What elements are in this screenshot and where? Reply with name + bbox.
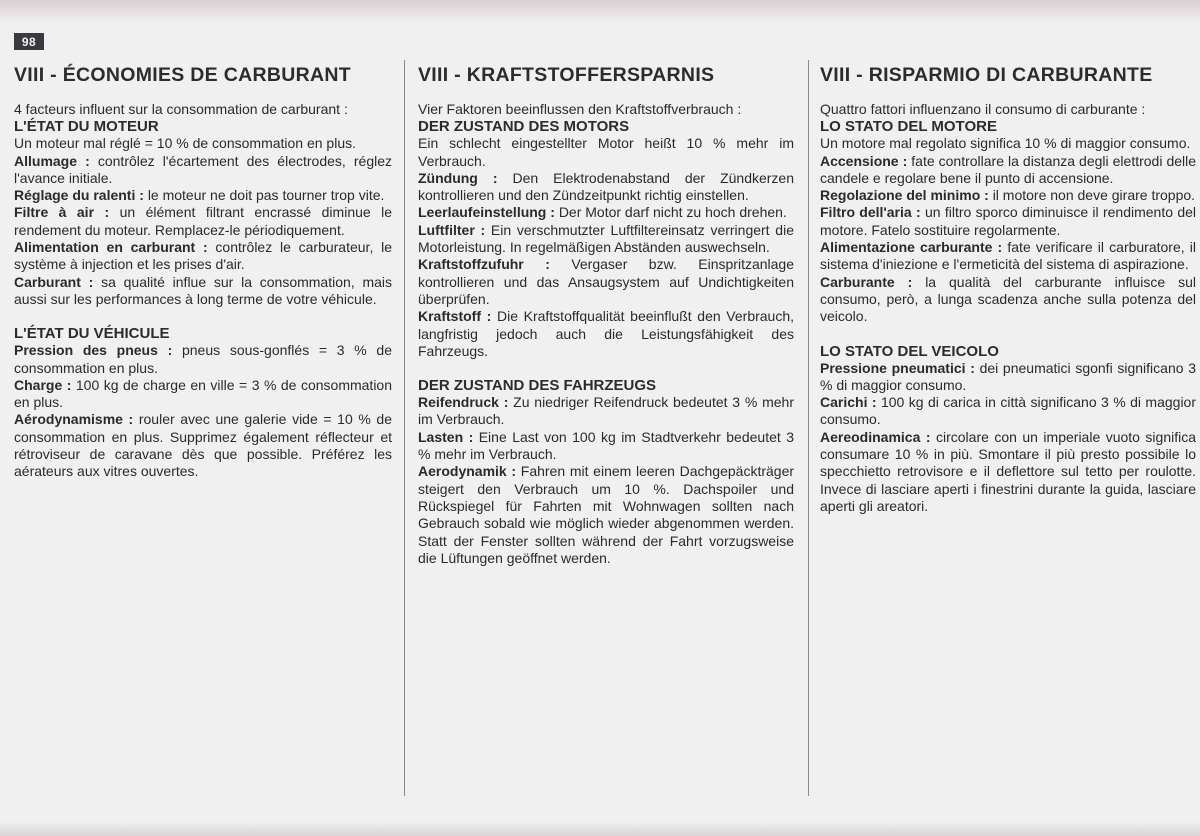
- column-italian: [820, 64, 1196, 515]
- subsection-heading: L'ÉTAT DU VÉHICULE: [14, 325, 170, 343]
- item-term: Zündung :: [418, 169, 498, 186]
- item-term: Pression des pneus :: [14, 342, 173, 359]
- item-paragraph: [820, 360, 1196, 395]
- item-term: Aerodynamik :: [418, 463, 517, 480]
- item-text: Der Motor darf nicht zu hoch drehen.: [558, 204, 787, 221]
- item-text: Zu niedriger Reifendruck bedeutet 3 % mehr im Verbrauch.: [418, 394, 795, 428]
- lead-text: Un moteur mal réglé = 10 % de consommation en plus.: [14, 135, 357, 152]
- column-divider: [808, 60, 809, 796]
- subsection-heading: DER ZUSTAND DES FAHRZEUGS: [418, 377, 657, 395]
- item-text: dei pneumatici sgonfi significano 3 % di maggior consumo.: [820, 359, 1196, 393]
- item-paragraph: [418, 222, 794, 257]
- subsection-heading: LO STATO DEL VEICOLO: [820, 342, 999, 360]
- item-text: contrôlez l'écartement des électrodes, réglez l'avance initiale.: [14, 152, 392, 186]
- subsection-heading: L'ÉTAT DU MOTEUR: [14, 118, 159, 136]
- page-number: 98: [14, 33, 44, 50]
- item-text: rouler avec une galerie vide = 10 % de consommation en plus. Supprimez également réflecteur et rétroviseur de caravane dès que possible. Préférez les aérateurs aux vitres ouvertes.: [14, 411, 393, 480]
- item-paragraph: [418, 308, 794, 360]
- item-paragraph: [14, 342, 392, 377]
- page-top-edge: [0, 0, 1200, 22]
- item-text: fate verificare il carburatore, il sistema d'iniezione e l'ermeticità del sistema di aspirazione.: [820, 239, 1197, 273]
- item-paragraph: [418, 394, 794, 429]
- item-text: 100 kg de charge en ville = 3 % de consommation en plus.: [14, 376, 392, 411]
- spacer: [820, 326, 1196, 343]
- item-term: Reifendruck :: [418, 394, 509, 411]
- item-paragraph: [820, 394, 1196, 429]
- item-term: Luftfilter :: [418, 221, 486, 238]
- spacer: [14, 308, 392, 325]
- column-german: [418, 64, 794, 567]
- item-term: Aérodynamisme :: [14, 411, 134, 428]
- item-paragraph: [14, 204, 392, 239]
- item-text: la qualità del carburante influisce sul consumo, però, a lunga scadenza anche sulla potenza del veicolo.: [820, 273, 1196, 325]
- item-term: Allumage :: [14, 152, 90, 169]
- item-text: Ein verschmutzter Luftfiltereinsatz verringert die Motorleistung. In regelmäßigen Abständen auswechseln.: [418, 221, 794, 256]
- item-text: Vergaser bzw. Einspritzanlage kontrollieren und das Ansaugsystem auf Undichtigkeiten überprüfen.: [418, 256, 794, 307]
- item-text: le moteur ne doit pas tourner trop vite.: [147, 187, 385, 204]
- intro-text: 4 facteurs influent sur la consommation de carburant :: [14, 101, 348, 117]
- spacer: [418, 360, 794, 377]
- item-term: Leerlaufeinstellung :: [418, 204, 555, 221]
- intro-text: Vier Faktoren beeinflussen den Kraftstoffverbrauch :: [418, 101, 742, 117]
- item-paragraph: [820, 187, 1196, 204]
- column-french: [14, 64, 392, 481]
- lead-text: Ein schlecht eingestellter Motor heißt 10 % mehr im Verbrauch.: [418, 135, 794, 169]
- section-title: VIII - ÉCONOMIES DE CARBURANT: [14, 64, 351, 86]
- item-paragraph: [418, 204, 794, 221]
- item-paragraph: [820, 153, 1196, 188]
- item-term: Charge :: [14, 376, 72, 393]
- item-term: Accensione :: [820, 152, 908, 169]
- item-paragraph: [418, 463, 794, 567]
- item-text: circolare con un imperiale vuoto significa consumare 10 % in più. Smontare il più presto possibile lo specchietto retrovisore e il deflettore sul tetto per roulotte. Invece di lasciare aperti i finestrini durante la guida, lasciare aperti gli areatori.: [820, 428, 1196, 514]
- item-term: Alimentation en carburant :: [14, 239, 208, 256]
- item-term: Kraftstoff :: [418, 308, 492, 325]
- item-paragraph: [820, 204, 1196, 239]
- section-title: VIII - KRAFTSTOFFERSPARNIS: [418, 64, 715, 86]
- item-term: Lasten :: [418, 428, 474, 445]
- item-paragraph: [418, 256, 794, 308]
- page-bottom-edge: [0, 822, 1200, 836]
- item-paragraph: [820, 429, 1196, 515]
- item-text: fate controllare la distanza degli elettrodi delle candele e regolare bene il punto di accensione.: [820, 152, 1197, 186]
- item-paragraph: [418, 429, 794, 464]
- subsection-heading: LO STATO DEL MOTORE: [820, 118, 997, 136]
- item-text: Den Elektrodenabstand der Zündkerzen kontrollieren und den Zündzeitpunkt richtig einstellen.: [418, 169, 794, 204]
- item-text: contrôlez le carburateur, le système à injection et les prises d'air.: [14, 239, 392, 273]
- item-term: Filtre à air :: [14, 204, 110, 221]
- item-text: Die Kraftstoffqualität beeinflußt den Verbrauch, langfristig jedoch auch die Leistungsfähigkeit des Fahrzeugs.: [418, 308, 795, 359]
- item-term: Carichi :: [820, 394, 877, 411]
- subsection-heading: DER ZUSTAND DES MOTORS: [418, 118, 630, 136]
- item-term: Filtro dell'aria :: [820, 204, 921, 221]
- item-text: un filtro sporco diminuisce il rendimento del motore. Fatelo sostituire regolarmente.: [820, 204, 1197, 238]
- item-text: Fahren mit einem leeren Dachgepäckträger steigert den Verbrauch um 10 %. Dachspoiler und Rückspiegel für Fahrten mit Wohnwagen sollten nach Gebrauch sobald wie möglich wieder abgenommen werden. Statt der Fenster sollten während der Fahrt vorzugsweise die Lüftungen geöffnet werden.: [418, 463, 795, 566]
- item-text: 100 kg di carica in città significano 3 % di maggior consumo.: [820, 394, 1196, 428]
- item-paragraph: [14, 187, 392, 204]
- intro-text: Quattro fattori influenzano il consumo di carburante :: [820, 101, 1146, 117]
- item-text: il motore non deve girare troppo.: [992, 187, 1196, 204]
- item-term: Aereodinamica :: [820, 428, 931, 445]
- item-paragraph: [14, 411, 392, 480]
- item-text: pneus sous-gonflés = 3 % de consommation en plus.: [14, 342, 392, 376]
- item-term: Kraftstoffzufuhr :: [418, 256, 550, 273]
- item-paragraph: [820, 239, 1196, 274]
- item-paragraph: [14, 274, 392, 309]
- item-paragraph: [418, 170, 794, 205]
- item-paragraph: [14, 239, 392, 274]
- item-term: Carburante :: [820, 273, 913, 290]
- item-term: Carburant :: [14, 273, 94, 290]
- item-paragraph: [820, 274, 1196, 326]
- item-term: Réglage du ralenti :: [14, 187, 144, 204]
- section-title: VIII - RISPARMIO DI CARBURANTE: [820, 64, 1153, 86]
- item-text: un élément filtrant encrassé diminue le rendement du moteur. Remplacez-le périodiquement.: [14, 204, 393, 238]
- item-term: Alimentazione carburante :: [820, 239, 1003, 256]
- lead-text: Un motore mal regolato significa 10 % di maggior consumo.: [820, 135, 1191, 152]
- column-divider: [404, 60, 405, 796]
- item-term: Regolazione del minimo :: [820, 187, 989, 204]
- item-paragraph: [14, 153, 392, 188]
- item-text: Eine Last von 100 kg im Stadtverkehr bedeutet 3 % mehr im Verbrauch.: [418, 428, 794, 463]
- item-text: sa qualité influe sur la consommation, mais aussi sur les performances à long terme de votre véhicule.: [14, 273, 393, 307]
- item-paragraph: [14, 377, 392, 412]
- item-term: Pressione pneumatici :: [820, 359, 975, 376]
